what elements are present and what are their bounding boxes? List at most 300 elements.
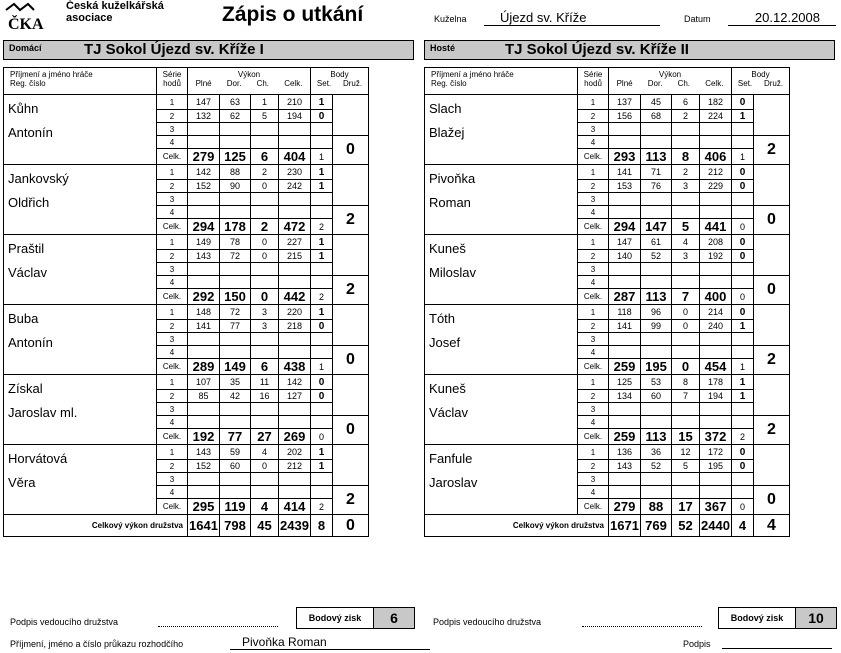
empty-cell[interactable] <box>672 136 700 149</box>
player-total: 147 <box>641 219 672 235</box>
set-point[interactable]: 0 <box>732 305 754 320</box>
vykon-value[interactable]: 3 <box>251 320 279 333</box>
empty-cell[interactable] <box>220 136 251 149</box>
vykon-value[interactable]: 194 <box>279 110 311 123</box>
empty-cell[interactable] <box>311 263 333 276</box>
vykon-value[interactable]: 85 <box>188 390 220 403</box>
empty-cell[interactable] <box>732 486 754 499</box>
vykon-value[interactable]: 62 <box>220 110 251 123</box>
serie-number: 4 <box>157 206 188 219</box>
empty-cell[interactable] <box>279 206 311 219</box>
empty-cell[interactable] <box>251 486 279 499</box>
set-point[interactable]: 0 <box>311 320 333 333</box>
empty-cell[interactable] <box>700 333 732 346</box>
team-point[interactable]: 0 <box>333 136 369 165</box>
empty-cell[interactable] <box>279 473 311 486</box>
vykon-value[interactable]: 78 <box>220 235 251 250</box>
empty-cell[interactable] <box>220 346 251 359</box>
vykon-value[interactable]: 3 <box>251 305 279 320</box>
empty-cell[interactable] <box>732 346 754 359</box>
vykon-value[interactable]: 0 <box>672 305 700 320</box>
empty-cell[interactable] <box>311 486 333 499</box>
empty-cell[interactable] <box>220 486 251 499</box>
empty-cell[interactable] <box>220 206 251 219</box>
team-point[interactable]: 0 <box>754 206 790 235</box>
player-set-total: 1 <box>732 149 754 165</box>
vykon-value[interactable]: 53 <box>641 375 672 390</box>
vykon-value[interactable]: 142 <box>279 375 311 390</box>
set-point[interactable]: 1 <box>311 180 333 193</box>
empty-cell[interactable] <box>641 333 672 346</box>
vykon-value[interactable]: 11 <box>251 375 279 390</box>
empty-cell[interactable] <box>641 416 672 429</box>
vykon-value[interactable]: 230 <box>279 165 311 180</box>
empty-cell[interactable] <box>732 333 754 346</box>
empty-cell[interactable] <box>188 276 220 289</box>
empty-cell[interactable] <box>251 473 279 486</box>
vykon-value[interactable]: 195 <box>700 460 732 473</box>
empty-cell[interactable] <box>732 263 754 276</box>
empty-cell[interactable] <box>188 403 220 416</box>
vykon-value[interactable]: 152 <box>188 460 220 473</box>
referee-sign-field[interactable] <box>722 648 832 649</box>
vykon-value[interactable]: 134 <box>609 390 641 403</box>
empty-cell[interactable] <box>311 123 333 136</box>
vykon-value[interactable]: 220 <box>279 305 311 320</box>
empty-cell[interactable] <box>311 416 333 429</box>
vykon-value[interactable]: 202 <box>279 445 311 460</box>
set-point[interactable]: 0 <box>732 445 754 460</box>
empty-cell[interactable] <box>188 136 220 149</box>
empty-cell[interactable] <box>188 123 220 136</box>
empty-cell[interactable] <box>279 276 311 289</box>
empty-cell[interactable] <box>609 123 641 136</box>
team-point[interactable]: 0 <box>754 486 790 515</box>
empty-cell[interactable] <box>700 346 732 359</box>
away-sign-field[interactable] <box>582 626 702 627</box>
vykon-value[interactable]: 147 <box>609 235 641 250</box>
serie-number: 3 <box>578 263 609 276</box>
empty-cell[interactable] <box>641 486 672 499</box>
empty-cell[interactable] <box>279 193 311 206</box>
player-total: 279 <box>609 499 641 515</box>
vykon-value[interactable]: 192 <box>700 250 732 263</box>
empty-cell[interactable] <box>732 473 754 486</box>
empty-cell[interactable] <box>700 403 732 416</box>
empty-cell[interactable] <box>609 276 641 289</box>
vykon-value[interactable]: 140 <box>609 250 641 263</box>
empty-cell[interactable] <box>641 263 672 276</box>
empty-cell[interactable] <box>672 276 700 289</box>
player-name-cell[interactable]: Horvátová Věra <box>4 445 157 515</box>
empty-cell[interactable] <box>609 206 641 219</box>
empty-cell[interactable] <box>732 206 754 219</box>
empty-cell[interactable] <box>251 123 279 136</box>
empty-cell[interactable] <box>672 123 700 136</box>
set-point[interactable]: 1 <box>732 320 754 333</box>
empty-cell[interactable] <box>700 263 732 276</box>
empty-cell[interactable] <box>279 263 311 276</box>
serie-number: 1 <box>157 445 188 460</box>
vykon-value[interactable]: 72 <box>220 305 251 320</box>
set-point[interactable]: 0 <box>311 375 333 390</box>
empty-cell[interactable] <box>700 123 732 136</box>
vykon-value[interactable]: 127 <box>279 390 311 403</box>
team-total-set: 4 <box>732 515 754 537</box>
empty-cell[interactable] <box>220 193 251 206</box>
player-total: 442 <box>279 289 311 305</box>
empty-cell[interactable] <box>188 346 220 359</box>
empty-cell[interactable] <box>311 276 333 289</box>
empty-cell[interactable] <box>311 403 333 416</box>
empty-cell[interactable] <box>188 206 220 219</box>
vykon-value[interactable]: 156 <box>609 110 641 123</box>
player-row <box>4 375 409 390</box>
vykon-value[interactable]: 0 <box>251 180 279 193</box>
player-total: 113 <box>641 149 672 165</box>
set-point[interactable]: 1 <box>311 460 333 473</box>
vykon-value[interactable]: 142 <box>188 165 220 180</box>
set-point[interactable]: 1 <box>311 445 333 460</box>
vykon-value[interactable]: 148 <box>188 305 220 320</box>
empty-cell[interactable] <box>220 276 251 289</box>
vykon-value[interactable]: 3 <box>672 180 700 193</box>
team-point[interactable]: 0 <box>333 416 369 445</box>
empty-cell[interactable] <box>188 193 220 206</box>
vykon-value[interactable]: 132 <box>188 110 220 123</box>
empty-cell[interactable] <box>641 473 672 486</box>
serie-number: 4 <box>578 276 609 289</box>
page-title: Zápis o utkání <box>222 3 364 26</box>
serie-number: 1 <box>157 235 188 250</box>
vykon-value[interactable]: 2 <box>251 165 279 180</box>
empty-cell[interactable] <box>641 403 672 416</box>
vykon-value[interactable]: 68 <box>641 110 672 123</box>
team-point[interactable]: 0 <box>754 276 790 305</box>
player-name-cell[interactable]: Slach Blažej <box>425 95 578 165</box>
empty-cell[interactable] <box>609 403 641 416</box>
set-point[interactable]: 0 <box>311 390 333 403</box>
empty-cell[interactable] <box>700 416 732 429</box>
empty-cell[interactable] <box>732 403 754 416</box>
empty-cell[interactable] <box>641 136 672 149</box>
vykon-value[interactable]: 143 <box>188 250 220 263</box>
empty-cell[interactable] <box>672 486 700 499</box>
vykon-value[interactable]: 182 <box>700 95 732 110</box>
vykon-value[interactable]: 99 <box>641 320 672 333</box>
empty-cell[interactable] <box>700 193 732 206</box>
empty-cell[interactable] <box>609 193 641 206</box>
set-point[interactable]: 1 <box>732 390 754 403</box>
empty-cell[interactable] <box>311 473 333 486</box>
vykon-value[interactable]: 5 <box>672 460 700 473</box>
player-row <box>4 165 409 180</box>
vykon-value[interactable]: 118 <box>609 305 641 320</box>
empty-cell[interactable] <box>609 136 641 149</box>
vykon-value[interactable]: 2 <box>672 110 700 123</box>
set-point[interactable]: 1 <box>732 375 754 390</box>
vykon-value[interactable]: 143 <box>188 445 220 460</box>
vykon-value[interactable]: 229 <box>700 180 732 193</box>
vykon-value[interactable]: 149 <box>188 235 220 250</box>
vykon-value[interactable]: 0 <box>672 320 700 333</box>
player-name-cell[interactable]: Praštil Václav <box>4 235 157 305</box>
empty-cell[interactable] <box>311 136 333 149</box>
vykon-value[interactable]: 59 <box>220 445 251 460</box>
empty-cell[interactable] <box>672 263 700 276</box>
vykon-value[interactable]: 210 <box>279 95 311 110</box>
empty-cell[interactable] <box>251 416 279 429</box>
vykon-value[interactable]: 36 <box>641 445 672 460</box>
away-team-name: TJ Sokol Újezd sv. Kříže II <box>505 41 689 58</box>
empty-cell[interactable] <box>251 136 279 149</box>
empty-cell[interactable] <box>220 473 251 486</box>
empty-cell[interactable] <box>311 346 333 359</box>
venue-label: Kuželna <box>434 14 467 24</box>
team-point[interactable]: 2 <box>333 206 369 235</box>
vykon-value[interactable]: 12 <box>672 445 700 460</box>
serie-number: 2 <box>157 320 188 333</box>
vykon-value[interactable]: 125 <box>609 375 641 390</box>
vykon-value[interactable]: 224 <box>700 110 732 123</box>
vykon-value[interactable]: 52 <box>641 250 672 263</box>
team-point[interactable]: 2 <box>333 276 369 305</box>
empty-cell[interactable] <box>700 206 732 219</box>
set-point[interactable]: 1 <box>311 165 333 180</box>
empty-cell[interactable] <box>188 486 220 499</box>
vykon-value[interactable]: 136 <box>609 445 641 460</box>
vykon-value[interactable]: 215 <box>279 250 311 263</box>
empty-cell[interactable] <box>609 346 641 359</box>
serie-number: 2 <box>157 180 188 193</box>
team-total-label: Celkový výkon družstva <box>4 515 188 537</box>
vykon-value[interactable]: 214 <box>700 305 732 320</box>
vykon-value[interactable]: 212 <box>700 165 732 180</box>
vykon-value[interactable]: 8 <box>672 375 700 390</box>
empty-cell[interactable] <box>279 136 311 149</box>
vykon-value[interactable]: 227 <box>279 235 311 250</box>
player-name-cell[interactable]: Kuneš Miloslav <box>425 235 578 305</box>
set-point[interactable]: 1 <box>732 110 754 123</box>
player-name-cell[interactable]: Jankovský Oldřich <box>4 165 157 235</box>
vykon-value[interactable]: 42 <box>220 390 251 403</box>
empty-cell[interactable] <box>609 486 641 499</box>
empty-cell[interactable] <box>311 193 333 206</box>
empty-cell[interactable] <box>220 333 251 346</box>
vykon-value[interactable]: 90 <box>220 180 251 193</box>
empty-cell[interactable] <box>672 473 700 486</box>
set-point[interactable]: 0 <box>732 165 754 180</box>
empty-cell[interactable] <box>251 193 279 206</box>
team-point[interactable]: 2 <box>754 346 790 375</box>
vykon-value[interactable]: 0 <box>251 250 279 263</box>
empty-cell[interactable] <box>251 333 279 346</box>
vykon-value[interactable]: 4 <box>251 445 279 460</box>
empty-cell[interactable] <box>641 123 672 136</box>
empty-cell[interactable] <box>732 193 754 206</box>
vykon-value[interactable]: 172 <box>700 445 732 460</box>
empty-cell[interactable] <box>641 346 672 359</box>
vykon-value[interactable]: 4 <box>672 235 700 250</box>
empty-cell[interactable] <box>279 346 311 359</box>
empty-cell[interactable] <box>700 473 732 486</box>
vykon-value[interactable]: 0 <box>251 235 279 250</box>
vykon-value[interactable]: 52 <box>641 460 672 473</box>
vykon-value[interactable]: 0 <box>251 460 279 473</box>
set-point[interactable]: 0 <box>732 180 754 193</box>
set-point[interactable]: 0 <box>732 250 754 263</box>
vykon-value[interactable]: 147 <box>188 95 220 110</box>
referee-field[interactable]: Pivoňka Roman <box>230 635 430 650</box>
empty-cell[interactable] <box>641 276 672 289</box>
empty-cell[interactable] <box>188 473 220 486</box>
empty-cell[interactable] <box>188 333 220 346</box>
vykon-value[interactable]: 152 <box>188 180 220 193</box>
vykon-value[interactable]: 1 <box>251 95 279 110</box>
set-point[interactable]: 0 <box>732 95 754 110</box>
empty-cell[interactable] <box>251 346 279 359</box>
empty-cell[interactable] <box>311 333 333 346</box>
empty-cell[interactable] <box>279 333 311 346</box>
player-total: 6 <box>251 359 279 375</box>
empty-cell[interactable] <box>641 193 672 206</box>
vykon-value[interactable]: 212 <box>279 460 311 473</box>
empty-cell[interactable] <box>700 136 732 149</box>
druz-empty <box>754 235 790 276</box>
vykon-value[interactable]: 141 <box>188 320 220 333</box>
empty-cell[interactable] <box>279 416 311 429</box>
empty-cell[interactable] <box>609 416 641 429</box>
empty-cell[interactable] <box>311 206 333 219</box>
celk-label: Celk. <box>157 289 188 305</box>
empty-cell[interactable] <box>220 403 251 416</box>
empty-cell[interactable] <box>251 206 279 219</box>
vykon-value[interactable]: 96 <box>641 305 672 320</box>
vykon-value[interactable]: 178 <box>700 375 732 390</box>
empty-cell[interactable] <box>672 193 700 206</box>
vykon-value[interactable]: 208 <box>700 235 732 250</box>
player-total: 27 <box>251 429 279 445</box>
serie-number: 4 <box>578 136 609 149</box>
player-name-cell[interactable]: Pivoňka Roman <box>425 165 578 235</box>
set-point[interactable]: 1 <box>311 305 333 320</box>
vykon-value[interactable]: 137 <box>609 95 641 110</box>
empty-cell[interactable] <box>672 346 700 359</box>
empty-cell[interactable] <box>188 416 220 429</box>
empty-cell[interactable] <box>732 416 754 429</box>
vykon-value[interactable]: 76 <box>641 180 672 193</box>
player-name-cell[interactable]: Kůhn Antonín <box>4 95 157 165</box>
player-row <box>425 305 830 320</box>
vykon-value[interactable]: 141 <box>609 320 641 333</box>
vykon-value[interactable]: 240 <box>700 320 732 333</box>
vykon-value[interactable]: 60 <box>641 390 672 403</box>
vykon-value[interactable]: 143 <box>609 460 641 473</box>
empty-cell[interactable] <box>732 136 754 149</box>
empty-cell[interactable] <box>641 206 672 219</box>
empty-cell[interactable] <box>220 123 251 136</box>
date-field[interactable]: 20.12.2008 <box>728 10 836 26</box>
vykon-value[interactable]: 6 <box>672 95 700 110</box>
team-point[interactable]: 2 <box>754 136 790 165</box>
player-name-cell[interactable]: Získal Jaroslav ml. <box>4 375 157 445</box>
vykon-value[interactable]: 194 <box>700 390 732 403</box>
player-name-cell[interactable]: Buba Antonín <box>4 305 157 375</box>
vykon-value[interactable]: 88 <box>220 165 251 180</box>
set-point[interactable]: 1 <box>311 235 333 250</box>
vykon-value[interactable]: 3 <box>672 250 700 263</box>
empty-cell[interactable] <box>251 403 279 416</box>
empty-cell[interactable] <box>700 486 732 499</box>
vykon-value[interactable]: 60 <box>220 460 251 473</box>
vykon-value[interactable]: 63 <box>220 95 251 110</box>
empty-cell[interactable] <box>672 416 700 429</box>
vykon-value[interactable]: 16 <box>251 390 279 403</box>
set-point[interactable]: 1 <box>311 95 333 110</box>
empty-cell[interactable] <box>609 473 641 486</box>
empty-cell[interactable] <box>279 486 311 499</box>
vykon-value[interactable]: 218 <box>279 320 311 333</box>
vykon-value[interactable]: 242 <box>279 180 311 193</box>
empty-cell[interactable] <box>279 403 311 416</box>
team-point[interactable]: 2 <box>754 416 790 445</box>
vykon-value[interactable]: 35 <box>220 375 251 390</box>
player-name-cell[interactable]: Tóth Josef <box>425 305 578 375</box>
home-sign-field[interactable] <box>158 626 278 627</box>
vykon-value[interactable]: 107 <box>188 375 220 390</box>
empty-cell[interactable] <box>700 276 732 289</box>
empty-cell[interactable] <box>732 123 754 136</box>
vykon-value[interactable]: 2 <box>672 165 700 180</box>
empty-cell[interactable] <box>672 206 700 219</box>
empty-cell[interactable] <box>220 416 251 429</box>
empty-cell[interactable] <box>609 333 641 346</box>
empty-cell[interactable] <box>672 333 700 346</box>
empty-cell[interactable] <box>609 263 641 276</box>
team-point[interactable]: 2 <box>333 486 369 515</box>
player-total: 259 <box>609 359 641 375</box>
vykon-value[interactable]: 72 <box>220 250 251 263</box>
serie-number: 3 <box>578 123 609 136</box>
vykon-value[interactable]: 45 <box>641 95 672 110</box>
set-point[interactable]: 0 <box>732 460 754 473</box>
empty-cell[interactable] <box>279 123 311 136</box>
empty-cell[interactable] <box>732 276 754 289</box>
vykon-value[interactable]: 141 <box>609 165 641 180</box>
vykon-value[interactable]: 5 <box>251 110 279 123</box>
venue-field[interactable]: Újezd sv. Kříže <box>484 10 660 26</box>
set-point[interactable]: 1 <box>311 250 333 263</box>
vykon-value[interactable]: 77 <box>220 320 251 333</box>
vykon-value[interactable]: 153 <box>609 180 641 193</box>
team-total-value: 1671 <box>609 515 641 537</box>
vykon-value[interactable]: 71 <box>641 165 672 180</box>
set-point[interactable]: 0 <box>311 110 333 123</box>
empty-cell[interactable] <box>188 263 220 276</box>
set-point[interactable]: 0 <box>732 235 754 250</box>
empty-cell[interactable] <box>251 263 279 276</box>
empty-cell[interactable] <box>220 263 251 276</box>
vykon-value[interactable]: 61 <box>641 235 672 250</box>
player-total: 149 <box>220 359 251 375</box>
player-name-cell[interactable]: Kuneš Václav <box>425 375 578 445</box>
empty-cell[interactable] <box>251 276 279 289</box>
team-point[interactable]: 0 <box>333 346 369 375</box>
vykon-value[interactable]: 7 <box>672 390 700 403</box>
empty-cell[interactable] <box>672 403 700 416</box>
player-name-cell[interactable]: Fanfule Jaroslav <box>425 445 578 515</box>
player-total: 150 <box>220 289 251 305</box>
